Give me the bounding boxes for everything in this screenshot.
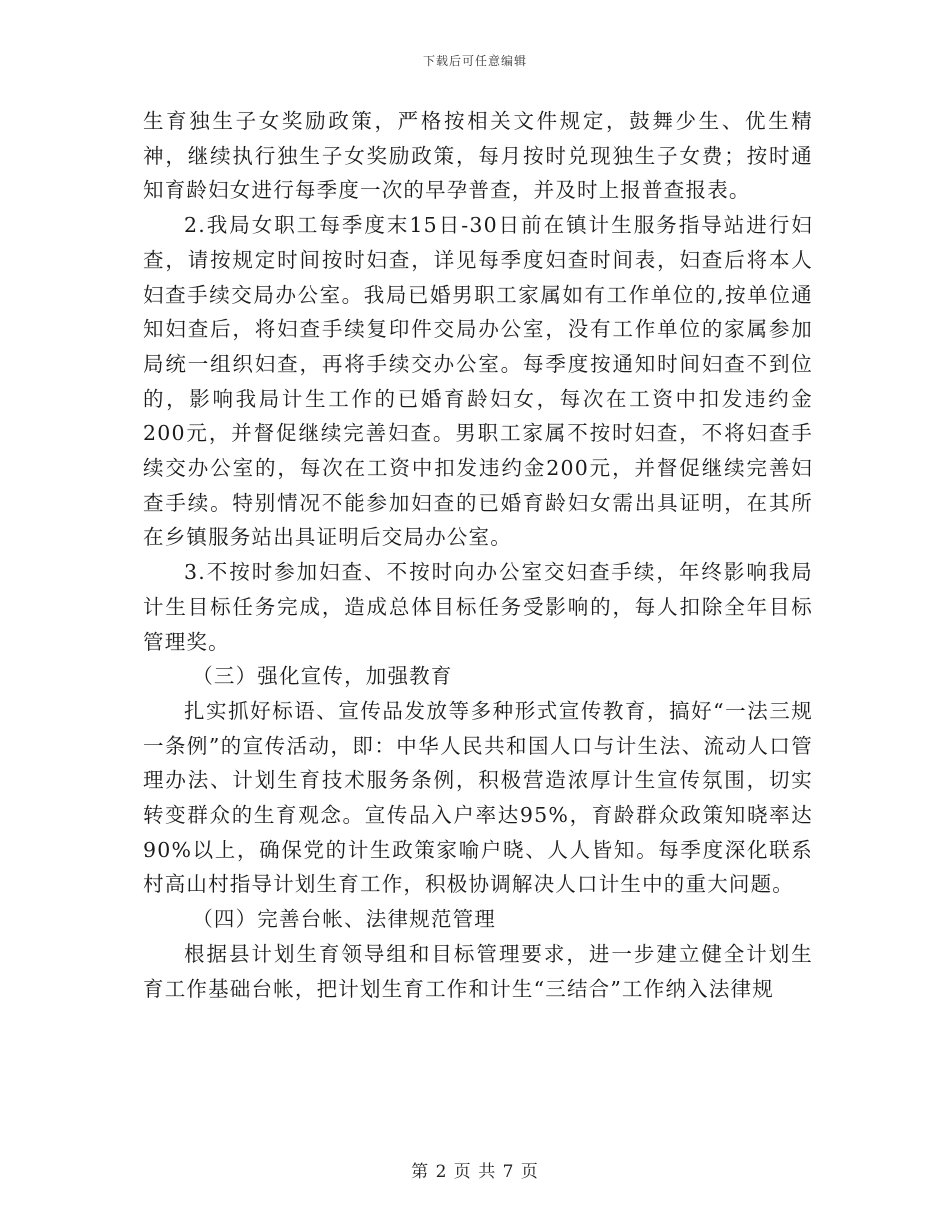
paragraph-item-3: 3.不按时参加妇查、不按时向办公室交妇查手续，年终影响我局计生目标任务完成，造成总体目标任务受影响的，每人扣除全年目标管理奖。 xyxy=(143,560,813,654)
page-header: 下载后可任意编辑 xyxy=(422,54,527,68)
section-heading-3: （三）强化宣传，加强教育 xyxy=(192,664,453,689)
paragraph-ledger: 根据县计划生育领导组和目标管理要求，进一步建立健全计划生育工作基础台帐，把计划生育工作和计生“三结合”工作纳入法律规 xyxy=(143,941,813,1001)
page-number: 第 2 页 共 7 页 xyxy=(411,1162,539,1182)
document-body xyxy=(143,104,813,1006)
paragraph-publicity: 扎实抓好标语、宣传品发放等多种形式宣传教育，搞好“一法三规一条例”的宣传活动，即：中华人民共和国人口与计生法、流动人口管理办法、计划生育技术服务条例，积极营造浓厚计生宣传氛围，切实转变群众的生育观念。宣传品入户率达95%，育龄群众政策知晓率达90%以上，确保党的计生政策家喻户晓、人人皆知。每季度深化联系村高山村指导计划生育工作，积极协调解决人口计生中的重大问题。 xyxy=(143,698,813,897)
section-heading-4: （四）完善台帐、法律规范管理 xyxy=(192,907,496,932)
paragraph-item-2: 2.我局女职工每季度末15日-30日前在镇计生服务指导站进行妇查，请按规定时间按时妇查，详见每季度妇查时间表，妇查后将本人妇查手续交局办公室。我局已婚男职工家属如有工作单位的,按单位通知妇查后，将妇查手续复印件交局办公室，没有工作单位的家属参加局统一组织妇查，再将手续交办公室。每季度按通知时间妇查不到位的，影响我局计生工作的已婚育龄妇女，每次在工资中扣发违约金200元，并督促继续完善妇查。男职工家属不按时妇查，不将妇查手续交办公室的，每次在工资中扣发违约金200元，并督促继续完善妇查手续。特别情况不能参加妇查的已婚育龄妇女需出具证明，在其所在乡镇服务站出具证明后交局办公室。 xyxy=(143,213,813,550)
paragraph-continuation: 生育独生子女奖励政策，严格按相关文件规定，鼓舞少生、优生精神，继续执行独生子女奖励政策，每月按时兑现独生子女费；按时通知育龄妇女进行每季度一次的早孕普查，并及时上报普查报表。 xyxy=(143,109,813,203)
